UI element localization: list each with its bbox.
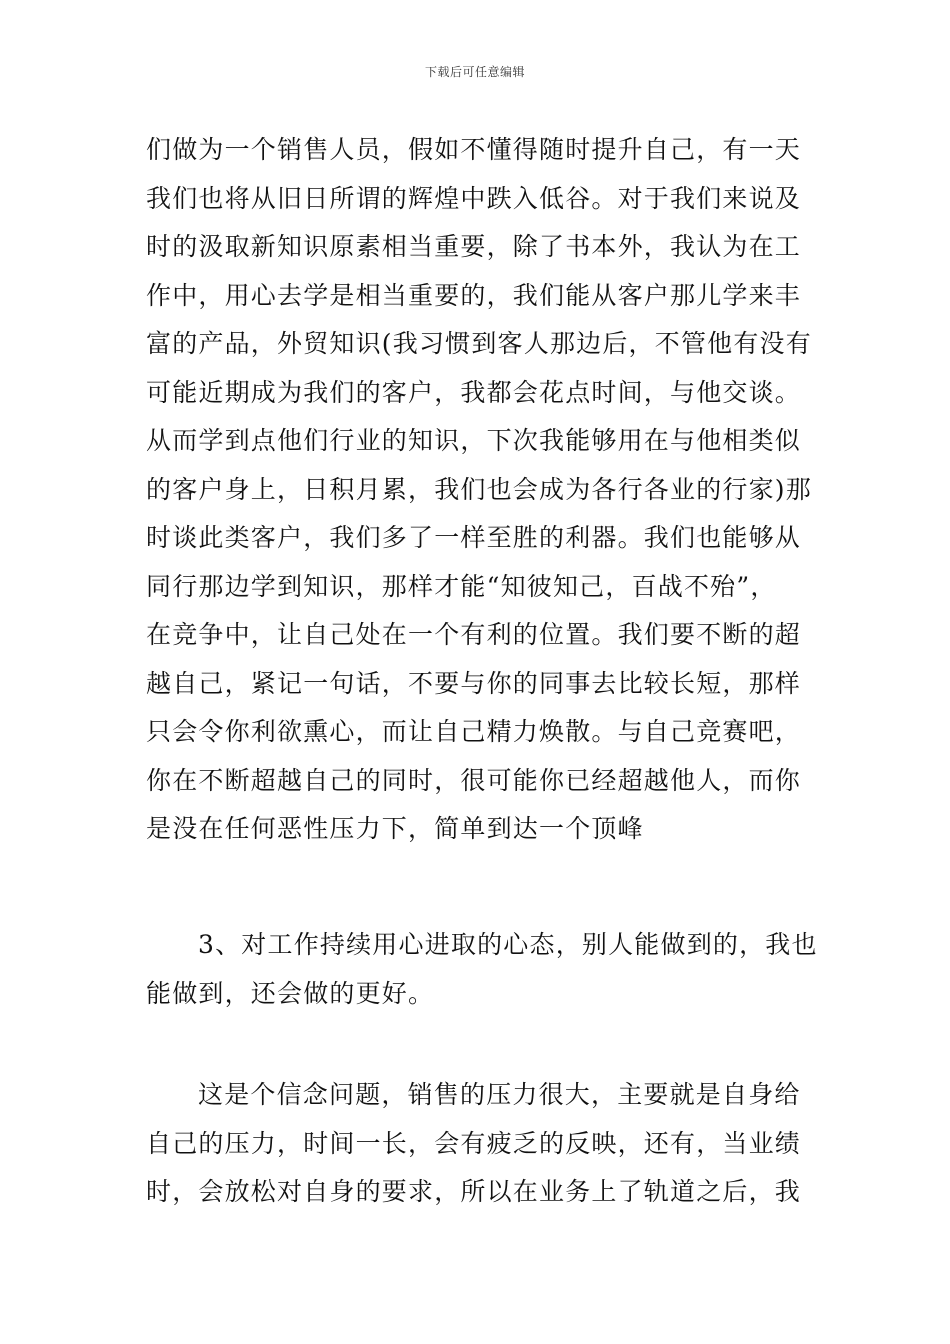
text-line: 越自己，紧记一句话，不要与你的同事去比较长短，那样 (146, 668, 802, 698)
text-line: 作中，用心去学是相当重要的，我们能从客户那儿学来丰 (146, 280, 802, 310)
text-line: 能做到，还会做的更好。 (146, 978, 435, 1008)
text-line: 你在不断超越自己的同时，很可能你已经超越他人，而你 (146, 765, 802, 795)
text-line: 时的汲取新知识原素相当重要，除了书本外，我认为在工 (146, 232, 802, 261)
paragraph-3 (146, 1071, 806, 1217)
text-line: 可能近期成为我们的客户，我都会花点时间，与他交谈。 (146, 377, 802, 407)
text-line: 在竞争中，让自己处在一个有利的位置。我们要不断的超 (146, 620, 802, 649)
text-line: 富的产品，外贸知识(我习惯到客人那边后，不管他有没有 (146, 329, 812, 358)
text-line: 从而学到点他们行业的知识，下次我能够用在与他相类似 (146, 426, 802, 455)
text-line: 3、对工作持续用心进取的心态，别人能做到的，我也 (198, 930, 818, 959)
text-line: 是没在任何恶性压力下，简单到达一个顶峰 (146, 814, 644, 843)
text-line: 只会令你利欲熏心，而让自己精力焕散。与自己竞赛吧， (146, 717, 802, 746)
text-line: 我们也将从旧日所谓的辉煌中跌入低谷。对于我们来说及 (146, 183, 802, 213)
text-line: 时谈此类客户，我们多了一样至胜的利器。我们也能够从 (146, 523, 802, 552)
text-line: 时，会放松对自身的要求，所以在业务上了轨道之后，我 (146, 1177, 802, 1206)
paragraph-1 (146, 126, 812, 854)
text-line: 这是个信念问题，销售的压力很大，主要就是自身给 (198, 1080, 801, 1109)
text-line: 同行那边学到知识，那样才能“知彼知己，百战不殆”， (146, 571, 777, 601)
text-line: 自己的压力，时间一长，会有疲乏的反映，还有，当业绩 (146, 1128, 802, 1158)
text-line: 的客户身上，日积月累，我们也会成为各行各业的行家)那 (146, 474, 812, 504)
page-header: 下载后可任意编辑 (424, 65, 525, 79)
paragraph-2 (146, 921, 818, 1018)
text-line: 们做为一个销售人员，假如不懂得随时提升自己，有一天 (146, 135, 802, 164)
